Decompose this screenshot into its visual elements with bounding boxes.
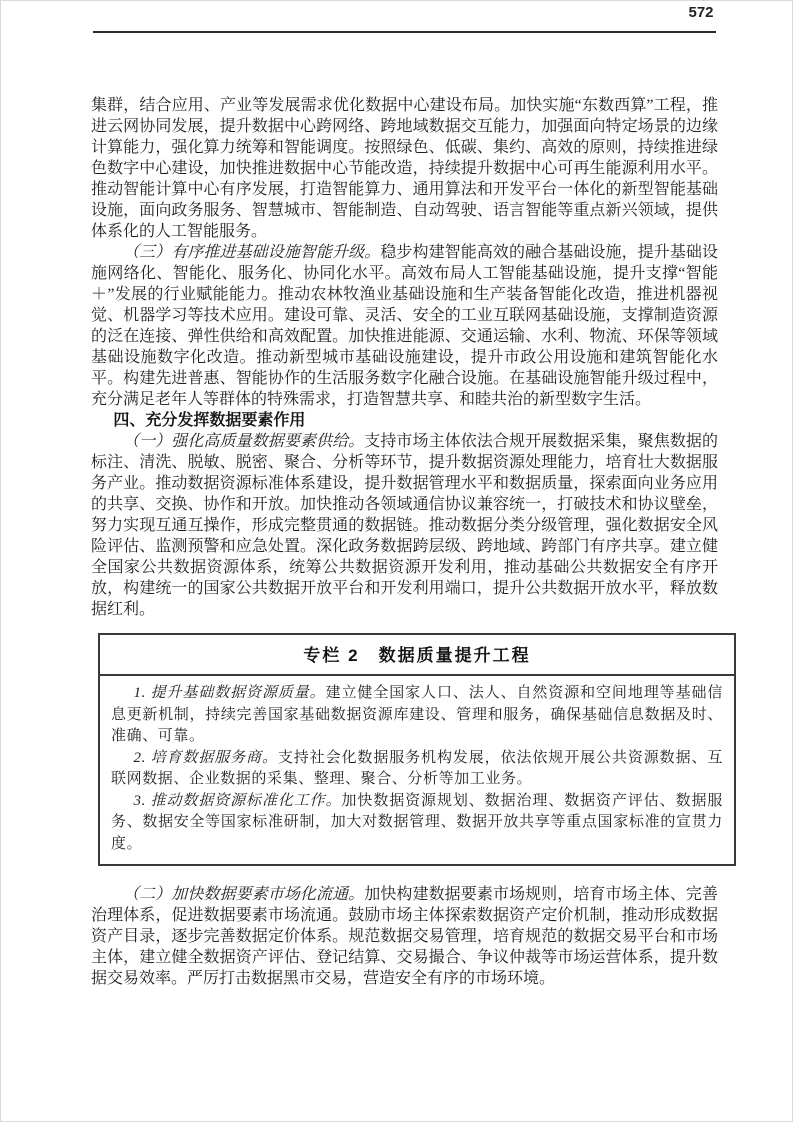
paragraph-one-lead: （一）强化高质量数据要素供给。	[123, 433, 365, 450]
box-item-3	[111, 791, 723, 856]
paragraph-three	[91, 242, 718, 410]
paragraph-two-text: 加快构建数据要素市场规则，培育市场主体、完善治理体系，促进数据要素市场流通。鼓励市场主体探索数据资产定价机制，推动形成数据资产目录，逐步完善数据定价体系。规范数据交易管理，培育规范的数据交易平台和市场主体，建立健全数据资产评估、登记结算、交易撮合、争议仲裁等市场运营体系，提升数据交易效率。严厉打击数据黑市交易，营造安全有序的市场环境。	[91, 886, 718, 987]
column-2-box	[98, 633, 736, 866]
header-rule	[93, 31, 716, 33]
box-item-2	[111, 748, 723, 791]
box-item-1-lead: 1. 提升基础数据资源质量。	[133, 685, 326, 701]
box-item-3-lead: 3. 推动数据资源标准化工作。	[133, 792, 342, 809]
paragraph-three-text: 稳步构建智能高效的融合基础设施，提升基础设施网络化、智能化、服务化、协同化水平。高效布局人工智能基础设施，提升支撑“智能＋”发展的行业赋能能力。推动农林牧渔业基础设施和生产装备智能化改造，推进机器视觉、机器学习等技术应用。建设可靠、灵活、安全的工业互联网基础设施，支撑制造资源的泛在连接、弹性供给和高效配置。加快推进能源、交通运输、水利、物流、环保等领域基础设施数字化改造。推动新型城市基础设施建设，提升市政公用设施和建筑智能化水平。构建先进普惠、智能协作的生活服务数字化融合设施。在基础设施智能升级过程中，充分满足老年人等群体的特殊需求，打造智慧共享、和睦共治的新型数字生活。	[91, 244, 718, 408]
box-item-3-text: 加快数据资源规划、数据治理、数据资产评估、数据服务、数据安全等国家标准研制，加大对数据管理、数据开放共享等重点国家标准的宣贯力度。	[111, 792, 723, 852]
section-four-heading: 四、充分发挥数据要素作用	[113, 412, 306, 429]
paragraph-three-lead: （三）有序推进基础设施智能升级。	[123, 244, 381, 261]
paragraph-one	[91, 431, 718, 620]
paragraph-one-text: 支持市场主体依法合规开展数据采集，聚焦数据的标注、清洗、脱敏、脱密、聚合、分析等环节，提升数据资源处理能力，培育壮大数据服务产业。推动数据资源标准体系建设，提升数据管理水平和数据质量，探索面向业务应用的共享、交换、协作和开放。加快推动各领域通信协议兼容统一，打破技术和协议壁垒，努力实现互通互操作，形成完整贯通的数据链。推动数据分类分级管理，强化数据安全风险评估、监测预警和应急处置。深化政务数据跨层级、跨地域、跨部门有序共享。建立健全国家公共数据资源体系，统筹公共数据资源开发利用，推动基础公共数据安全有序开放，构建统一的国家公共数据开放平台和开发利用端口，提升公共数据开放水平，释放数据红利。	[91, 433, 718, 618]
box-item-2-text: 支持社会化数据服务机构发展，依法依规开展公共资源数据、互联网数据、企业数据的采集、整理、聚合、分析等加工业务。	[111, 749, 723, 787]
paragraph-continuation	[91, 95, 718, 242]
box-item-1-text: 建立健全国家人口、法人、自然资源和空间地理等基础信息更新机制，持续完善国家基础数据资源库建设、管理和服务，确保基础信息数据及时、准确、可靠。	[111, 685, 723, 744]
page-content	[91, 95, 723, 989]
column-2-box-body	[100, 676, 734, 864]
paragraph-two-lead: （二）加快数据要素市场化流通。	[123, 886, 365, 903]
paragraph-continuation-text: 集群，结合应用、产业等发展需求优化数据中心建设布局。加快实施“东数西算”工程，推进云网协同发展，提升数据中心跨网络、跨地域数据交互能力，加强面向特定场景的边缘计算能力，强化算力统筹和智能调度。按照绿色、低碳、集约、高效的原则，持续推进绿色数字中心建设，加快推进数据中心节能改造，持续提升数据中心可再生能源利用水平。推动智能计算中心有序发展，打造智能算力、通用算法和开发平台一体化的新型智能基础设施，面向政务服务、智慧城市、智能制造、自动驾驶、语言智能等重点新兴领域，提供体系化的人工智能服务。	[91, 97, 718, 240]
paragraph-two	[91, 884, 718, 989]
page-number: 572	[688, 4, 714, 21]
column-2-box-title: 专栏 2 数据质量提升工程	[100, 635, 734, 676]
box-item-2-lead: 2. 培育数据服务商。	[133, 749, 278, 766]
box-item-1	[111, 683, 723, 748]
